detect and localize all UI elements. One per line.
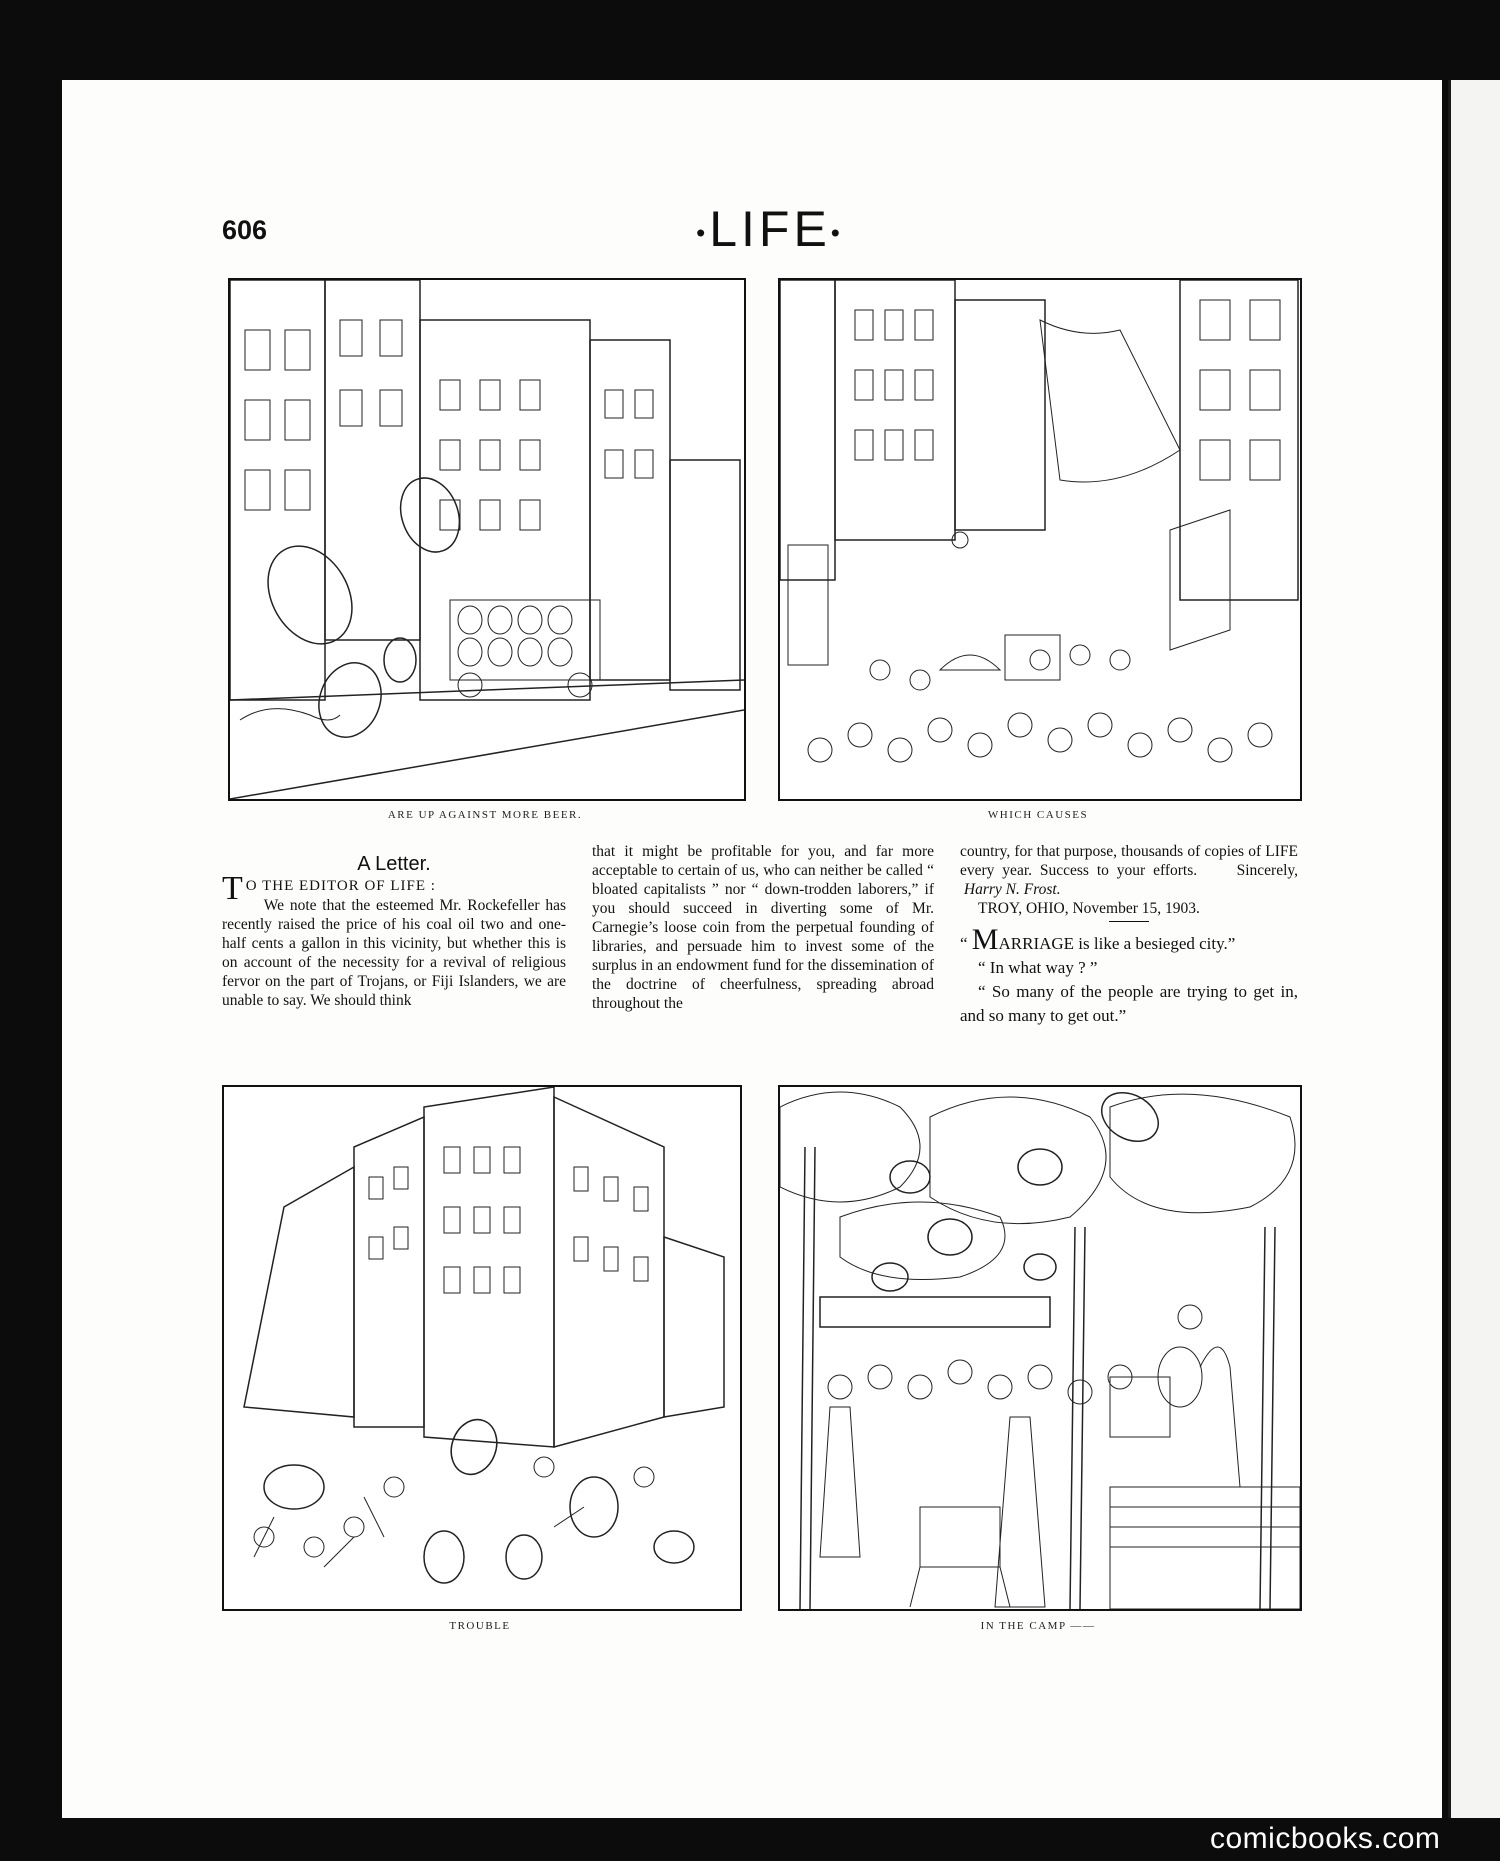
letter-column-1 xyxy=(222,855,566,1010)
panel-4-caption: IN THE CAMP —— xyxy=(980,1620,1096,1632)
letter-dropcap: T xyxy=(222,870,243,907)
panel-crowd-illustration xyxy=(780,280,1300,799)
panel-trouble-illustration xyxy=(224,1087,740,1609)
letter-body-2: that it might be profitable for you, and far more acceptable to certain of us, who can neither be called “ bloated capitalists ” nor “ down-trodden laborers,” if you should succeed in diverting some of Mr. Carnegie’s loose coin from the perpetual founding of libraries, and persuade him to invest some of the surplus in an endowment fund for the dissemination of the doctrine of cheerfulness, spreading abroad throughout the xyxy=(592,843,934,1012)
joke-dropcap: M xyxy=(971,923,999,956)
letter-title: A Letter. xyxy=(357,853,431,875)
panel-2-caption: WHICH CAUSES xyxy=(987,809,1089,821)
panel-temperance-rally xyxy=(778,1085,1302,1611)
scan-border xyxy=(0,0,62,1861)
panel-beer-barrels-illustration xyxy=(230,280,744,799)
letter-body-1: We note that the esteemed Mr. Rockefeller has recently raised the price of his coal oil two and one-half cents a gallon in this vicinity, but whether this is on account of the necessity for a revival of religious fervor on the part of Trojans, or Fiji Islanders, we are unable to say. We should think xyxy=(222,897,566,1009)
joke-line-1 xyxy=(960,923,1298,956)
letter-column-3 xyxy=(960,842,1298,1028)
panel-1-caption: ARE UP AGAINST MORE BEER. xyxy=(387,809,583,821)
joke-open-quote: “ xyxy=(960,934,972,953)
panel-crowd-celebration xyxy=(778,278,1302,801)
letter-closing: Sincerely, xyxy=(1236,862,1299,879)
letter-body-3-text: country, for that purpose, thousands of copies of LIFE every year. Success to your efforts. xyxy=(960,843,1298,879)
page-number: 606 xyxy=(222,215,268,245)
next-page-edge xyxy=(1448,80,1500,1818)
letter-signature: Harry N. Frost. xyxy=(963,881,1061,898)
panel-rally-illustration xyxy=(780,1087,1300,1609)
joke-line-3: “ So many of the people are trying to get in, and so many to get out.” xyxy=(960,982,1298,1025)
masthead: •LIFE• xyxy=(696,201,844,257)
letter-column-2 xyxy=(592,842,934,1013)
site-watermark: comicbooks.com xyxy=(1210,1822,1441,1855)
divider-rule xyxy=(1109,921,1149,922)
letter-dateline: TROY, OHIO, November 15, 1903. xyxy=(978,900,1200,917)
joke-line-1-rest: ARRIAGE is like a besieged city.” xyxy=(998,934,1236,953)
joke-line-2: “ In what way ? ” xyxy=(978,958,1098,977)
panel-3-caption: TROUBLE xyxy=(449,1620,511,1632)
marriage-joke xyxy=(960,923,1298,1028)
panel-beer-barrels xyxy=(228,278,746,801)
letter-body-3 xyxy=(960,842,1298,899)
masthead-title: LIFE xyxy=(709,201,831,257)
panel-trouble xyxy=(222,1085,742,1611)
letter-salutation: O THE EDITOR OF LIFE : xyxy=(245,878,436,894)
